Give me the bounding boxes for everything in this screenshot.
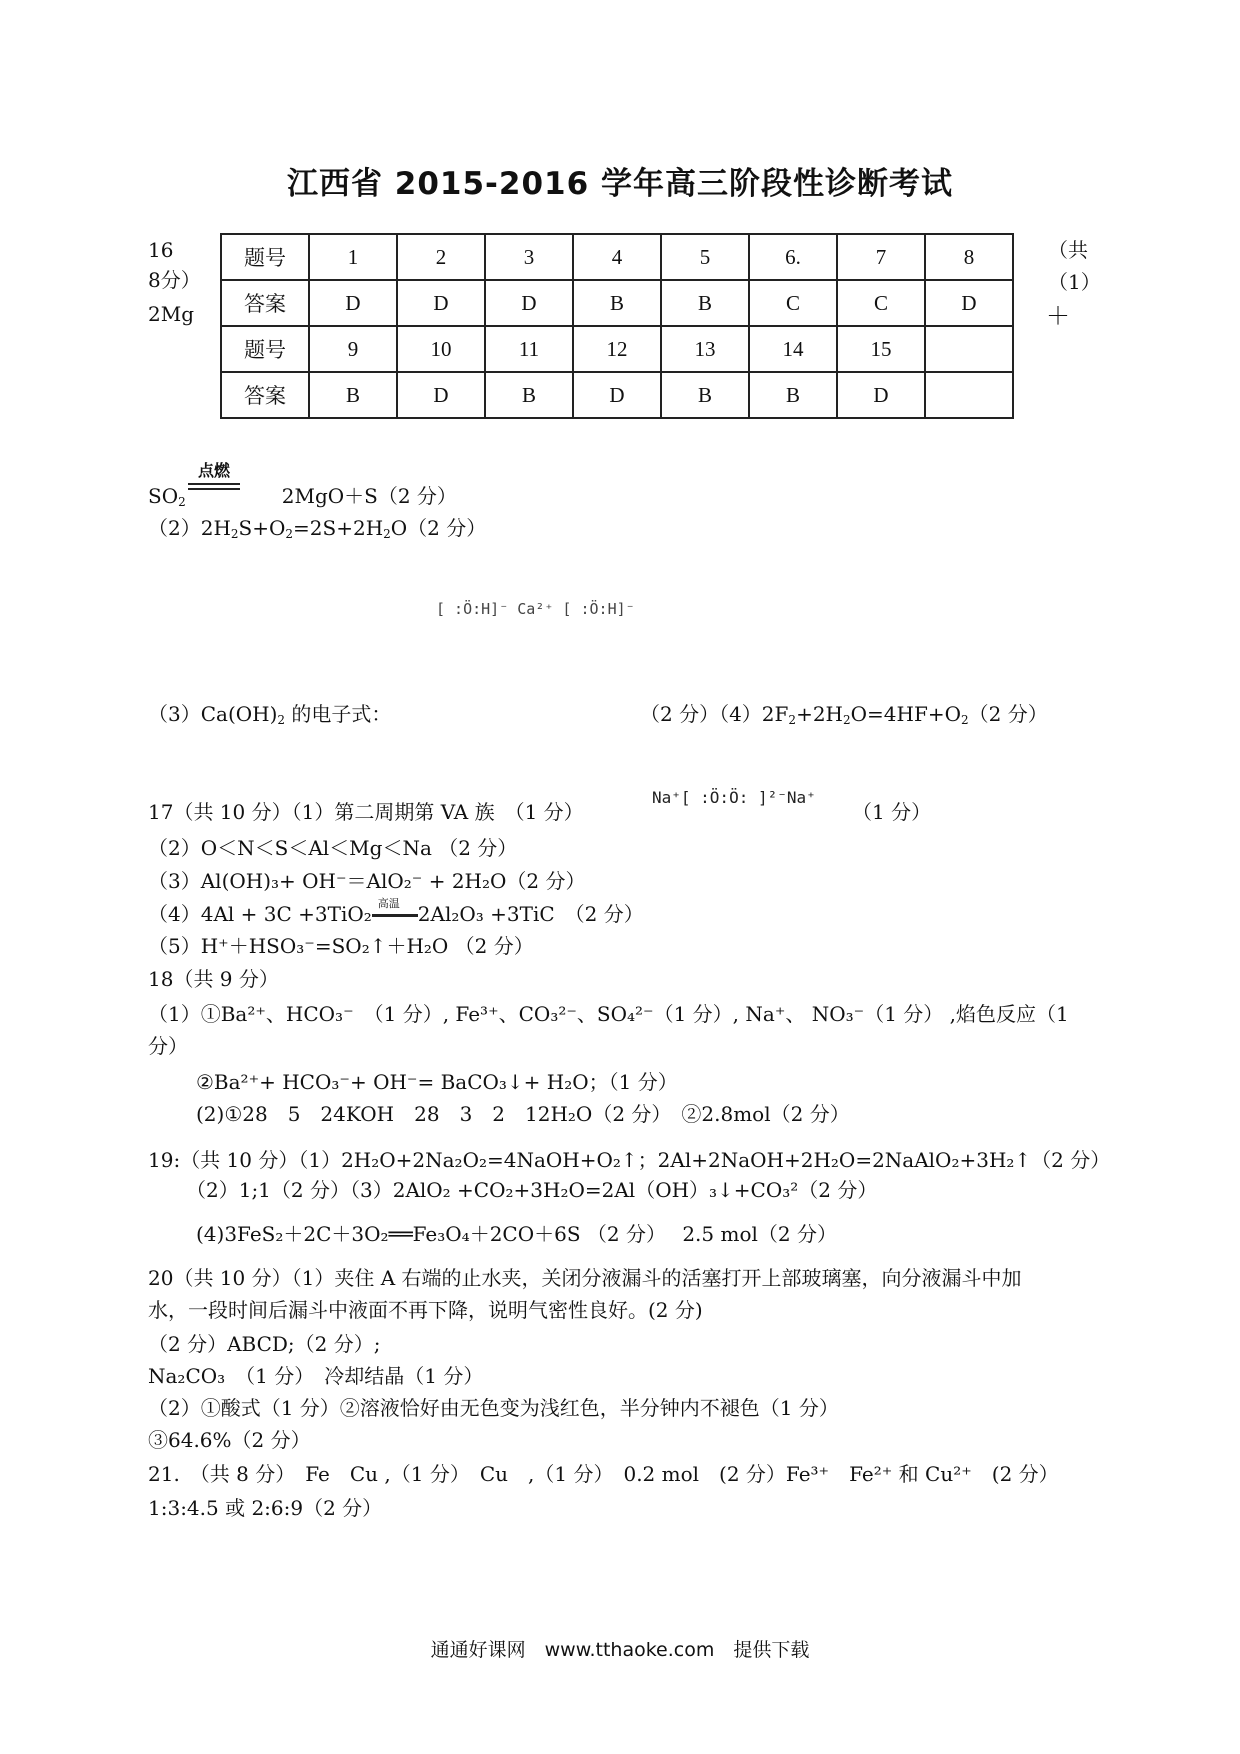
answer-cell: D <box>925 280 1013 326</box>
answer-cell: 1 <box>309 234 397 280</box>
answer-cell: B <box>661 372 749 418</box>
answer-table-row <box>221 326 1013 372</box>
answer-cell: D <box>837 372 925 418</box>
q16-part3: $(3)Ca(OH)_2$ 的电子式： <box>148 702 392 727</box>
answer-cell: D <box>573 372 661 418</box>
answer-cell: 14 <box>749 326 837 372</box>
answer-cell: 12 <box>573 326 661 372</box>
answer-cell: 3 <box>485 234 573 280</box>
answer-table <box>220 233 1014 419</box>
q20-line-4: Na₂CO₃ （1 分） 冷却结晶（1 分） <box>148 1364 484 1388</box>
answer-cell: B <box>749 372 837 418</box>
answer-cell <box>925 372 1013 418</box>
q20-line-3: （2 分）ABCD;（2 分）; <box>148 1332 381 1356</box>
answer-cell: C <box>837 280 925 326</box>
q18-line-3: (2)①28 5 24KOH 28 3 2 12H₂O（2 分） ②2.8mol（2 分） <box>196 1102 850 1126</box>
q16-right-2: （1） <box>1048 270 1101 294</box>
row-label: 答案 <box>221 280 309 326</box>
answer-table-row <box>221 234 1013 280</box>
q19-line-3: (4)3FeS₂＋2C＋3O₂══Fe₃O₄＋2CO＋6S （2 分） 2.5 mol（2 分） <box>196 1222 837 1246</box>
q19-line-2: （2）1;1（2 分）（3）2AlO₂ +CO₂+3H₂O=2Al（OH）₃↓+CO₃²（2 分） <box>186 1178 878 1202</box>
answer-cell: 11 <box>485 326 573 372</box>
answer-cell: 5 <box>661 234 749 280</box>
q18-line-1: （1）①Ba²⁺、HCO₃⁻ （1 分）, Fe³⁺、CO₃²⁻、SO₄²⁻（1 分）, Na⁺、 NO₃⁻（1 分） ,焰色反应（1 <box>148 1002 1069 1026</box>
na2o2-electron-formula: Na⁺[ :Ö:Ö: ]²⁻Na⁺ <box>652 788 816 807</box>
row-label: 题号 <box>221 234 309 280</box>
answer-cell: C <box>749 280 837 326</box>
answer-cell: 13 <box>661 326 749 372</box>
q17-line-2: （2）O＜N＜S＜Al＜Mg＜Na （2 分） <box>148 836 518 860</box>
row-label: 答案 <box>221 372 309 418</box>
reaction-condition: 点燃 <box>188 458 240 490</box>
q16-part4: （2 分）$(4)2F_2+2H_2O=4HF+O_2(2$ 分） <box>640 702 1048 727</box>
q18-line-2: ②Ba²⁺+ HCO₃⁻+ OH⁻= BaCO₃↓+ H₂O；（1 分） <box>196 1070 678 1094</box>
answer-cell: 7 <box>837 234 925 280</box>
q21-line-2: 1:3:4.5 或 2:6:9（2 分） <box>148 1496 383 1520</box>
q17-line-3: （3）Al(OH)₃+ OH⁻＝AlO₂⁻ + 2H₂O（2 分） <box>148 869 586 893</box>
q17-line-4: （4）4Al + 3C +3TiO₂ 高温 2Al₂O₃ +3TiC （2 分） <box>148 896 644 926</box>
answer-cell: D <box>309 280 397 326</box>
answer-cell: 6. <box>749 234 837 280</box>
q16-right-3: ＋ <box>1046 302 1070 330</box>
caoh2-electron-formula: [ :Ö:H]⁻ Ca²⁺ [ :Ö:H]⁻ <box>436 600 635 618</box>
q17-line-1-score: （1 分） <box>852 800 932 824</box>
answer-table-row <box>221 280 1013 326</box>
answer-cell: B <box>661 280 749 326</box>
answer-cell: B <box>573 280 661 326</box>
q16-left-3: 2Mg <box>148 302 195 326</box>
q16-left-1: 16 <box>148 238 174 262</box>
footer-source: 通通好课网 www.tthaoke.com 提供下载 <box>430 1639 810 1661</box>
q18-line-0: 18（共 9 分） <box>148 967 279 991</box>
answer-cell: 10 <box>397 326 485 372</box>
answer-cell: 8 <box>925 234 1013 280</box>
answer-cell: B <box>309 372 397 418</box>
row-label: 题号 <box>221 326 309 372</box>
answer-table-row <box>221 372 1013 418</box>
answer-cell: D <box>397 372 485 418</box>
q20-line-5: （2）①酸式（1 分）②溶液恰好由无色变为浅红色，半分钟内不褪色（1 分） <box>148 1396 839 1420</box>
q16-part2: $(2)2H_2S+O_2=2S+2H_2O(2$ 分） <box>148 516 487 541</box>
answer-cell: B <box>485 372 573 418</box>
q16-left-2: 8分） <box>148 268 201 292</box>
q20-line-6: ③64.6%（2 分） <box>148 1428 311 1452</box>
answer-cell: 15 <box>837 326 925 372</box>
page-title: 江西省 2015-2016 学年高三阶段性诊断考试 <box>286 166 953 202</box>
answer-cell: 4 <box>573 234 661 280</box>
answer-cell <box>925 326 1013 372</box>
q20-line-1: 20（共 10 分）（1）夹住 A 右端的止水夹，关闭分液漏斗的活塞打开上部玻璃塞，向分液漏斗中加 <box>148 1266 1022 1290</box>
answer-cell: D <box>397 280 485 326</box>
q16-eq-line: $SO_2$ 2MgO＋S（2 分） <box>148 484 457 509</box>
q17-line-5: （5）H⁺＋HSO₃⁻=SO₂↑＋H₂O （2 分） <box>148 934 534 958</box>
q20-line-2: 水，一段时间后漏斗中液面不再下降，说明气密性良好。(2 分) <box>148 1298 703 1322</box>
answer-cell: D <box>485 280 573 326</box>
q19-line-1: 19:（共 10 分）（1）2H₂O+2Na₂O₂=4NaOH+O₂↑；2Al+2NaOH+2H₂O=2NaAlO₂+3H₂↑（2 分） <box>148 1148 1111 1172</box>
q18-line-1b: 分） <box>148 1034 188 1058</box>
answer-cell: 9 <box>309 326 397 372</box>
q16-right-1: （共 <box>1048 238 1088 262</box>
answer-cell: 2 <box>397 234 485 280</box>
q21-line-1: 21. （共 8 分） Fe Cu ,（1 分） Cu ,（1 分） 0.2 mol (2 分）Fe³⁺ Fe²⁺ 和 Cu²⁺ (2 分） <box>148 1462 1059 1486</box>
q17-line-1: 17（共 10 分）（1）第二周期第 VA 族 （1 分） <box>148 800 584 824</box>
